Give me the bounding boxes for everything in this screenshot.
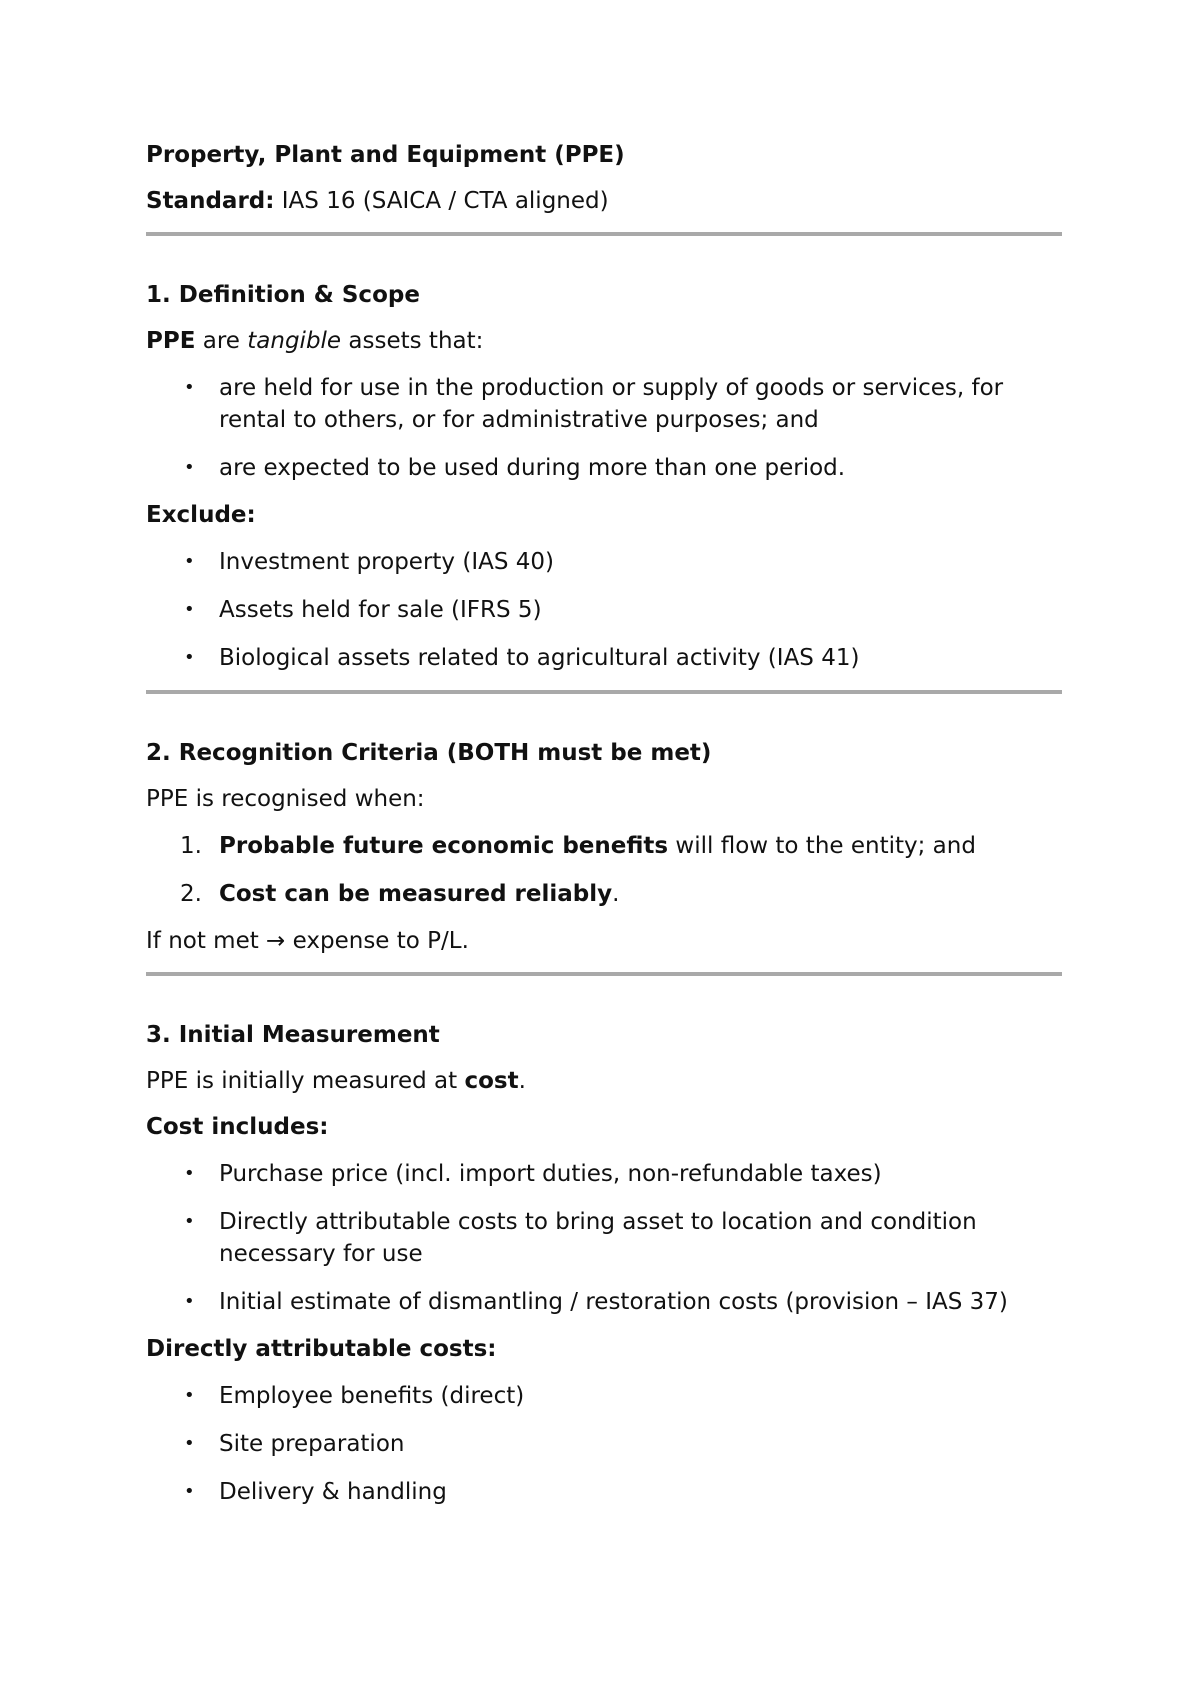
- standard-line: [146, 186, 1062, 216]
- intro-term: PPE: [146, 328, 196, 354]
- list-item: [146, 642, 1062, 674]
- list-item: [146, 1476, 1062, 1508]
- divider: [146, 972, 1062, 976]
- list-item-text: Investment property (IAS 40): [219, 549, 554, 575]
- list-item-text: are expected to be used during more than one period.: [219, 455, 846, 481]
- standard-value: IAS 16 (SAICA / CTA aligned): [281, 188, 609, 214]
- list-number: 2.: [180, 881, 202, 907]
- exclude-label-text: Exclude:: [146, 502, 256, 528]
- document-title: Property, Plant and Equipment (PPE): [146, 142, 625, 168]
- intro-bold: cost: [464, 1068, 519, 1094]
- exclusions-list: [146, 546, 1062, 674]
- section-2-heading: 2. Recognition Criteria (BOTH must be met): [146, 740, 712, 766]
- definition-criteria-list: [146, 372, 1062, 484]
- directly-attributable-list: [146, 1380, 1062, 1508]
- list-item: [146, 594, 1062, 626]
- section-2-footer: If not met → expense to P/L.: [146, 928, 469, 954]
- cost-includes-list: [146, 1158, 1062, 1318]
- list-item: [146, 1286, 1062, 1318]
- list-item-text: Employee benefits (direct): [219, 1383, 525, 1409]
- list-item: [146, 1206, 1062, 1270]
- bullet-icon: •: [184, 377, 195, 398]
- list-item-text: Purchase price (incl. import duties, non-refundable taxes): [219, 1161, 882, 1187]
- list-item-bold: Probable future economic benefits: [219, 833, 669, 859]
- list-item: [146, 546, 1062, 578]
- section-3-intro: [146, 1066, 1062, 1096]
- directly-attributable-label-text: Directly attributable costs:: [146, 1336, 497, 1362]
- list-item: [146, 452, 1062, 484]
- intro-are: are: [202, 328, 240, 354]
- intro-italic-term: tangible: [247, 328, 342, 354]
- document-page: [146, 140, 1062, 1524]
- section-1-heading: 1. Definition & Scope: [146, 282, 420, 308]
- list-item-text: are held for use in the production or supply of goods or services, for rental to others, or for administrative purposes; and: [219, 375, 1004, 433]
- bullet-icon: •: [184, 1211, 195, 1232]
- intro-pre: PPE is initially measured at: [146, 1068, 465, 1094]
- list-item: [146, 878, 1062, 910]
- bullet-icon: •: [184, 1385, 195, 1406]
- list-item-text: Site preparation: [219, 1431, 405, 1457]
- list-item-text: Delivery & handling: [219, 1479, 447, 1505]
- bullet-icon: •: [184, 457, 195, 478]
- divider: [146, 232, 1062, 236]
- divider: [146, 690, 1062, 694]
- cost-includes-label: [146, 1112, 1062, 1142]
- list-item-text: Initial estimate of dismantling / restoration costs (provision – IAS 37): [219, 1289, 1008, 1315]
- intro-rest: assets that:: [348, 328, 484, 354]
- directly-attributable-label: [146, 1334, 1062, 1364]
- list-item: [146, 1158, 1062, 1190]
- section-2-intro: PPE is recognised when:: [146, 786, 425, 812]
- section-1-intro: [146, 326, 1062, 356]
- bullet-icon: •: [184, 647, 195, 668]
- cost-includes-label-text: Cost includes:: [146, 1114, 329, 1140]
- recognition-criteria-list: [146, 830, 1062, 910]
- list-item-bold: Cost can be measured reliably: [219, 881, 613, 907]
- list-item-text: Assets held for sale (IFRS 5): [219, 597, 542, 623]
- list-item: [146, 372, 1062, 436]
- list-item-text: .: [612, 881, 620, 907]
- bullet-icon: •: [184, 1291, 195, 1312]
- list-item: [146, 830, 1062, 862]
- list-item-text: Biological assets related to agricultural activity (IAS 41): [219, 645, 860, 671]
- list-item-text: will flow to the entity; and: [668, 833, 976, 859]
- standard-label: Standard:: [146, 188, 275, 214]
- list-item: [146, 1428, 1062, 1460]
- list-item-text: Directly attributable costs to bring asset to location and condition necessary for use: [219, 1209, 977, 1267]
- bullet-icon: •: [184, 599, 195, 620]
- intro-post: .: [518, 1068, 526, 1094]
- exclude-label: [146, 500, 1062, 530]
- list-number: 1.: [180, 833, 202, 859]
- list-item: [146, 1380, 1062, 1412]
- section-3-heading: 3. Initial Measurement: [146, 1022, 440, 1048]
- bullet-icon: •: [184, 1481, 195, 1502]
- bullet-icon: •: [184, 551, 195, 572]
- bullet-icon: •: [184, 1163, 195, 1184]
- bullet-icon: •: [184, 1433, 195, 1454]
